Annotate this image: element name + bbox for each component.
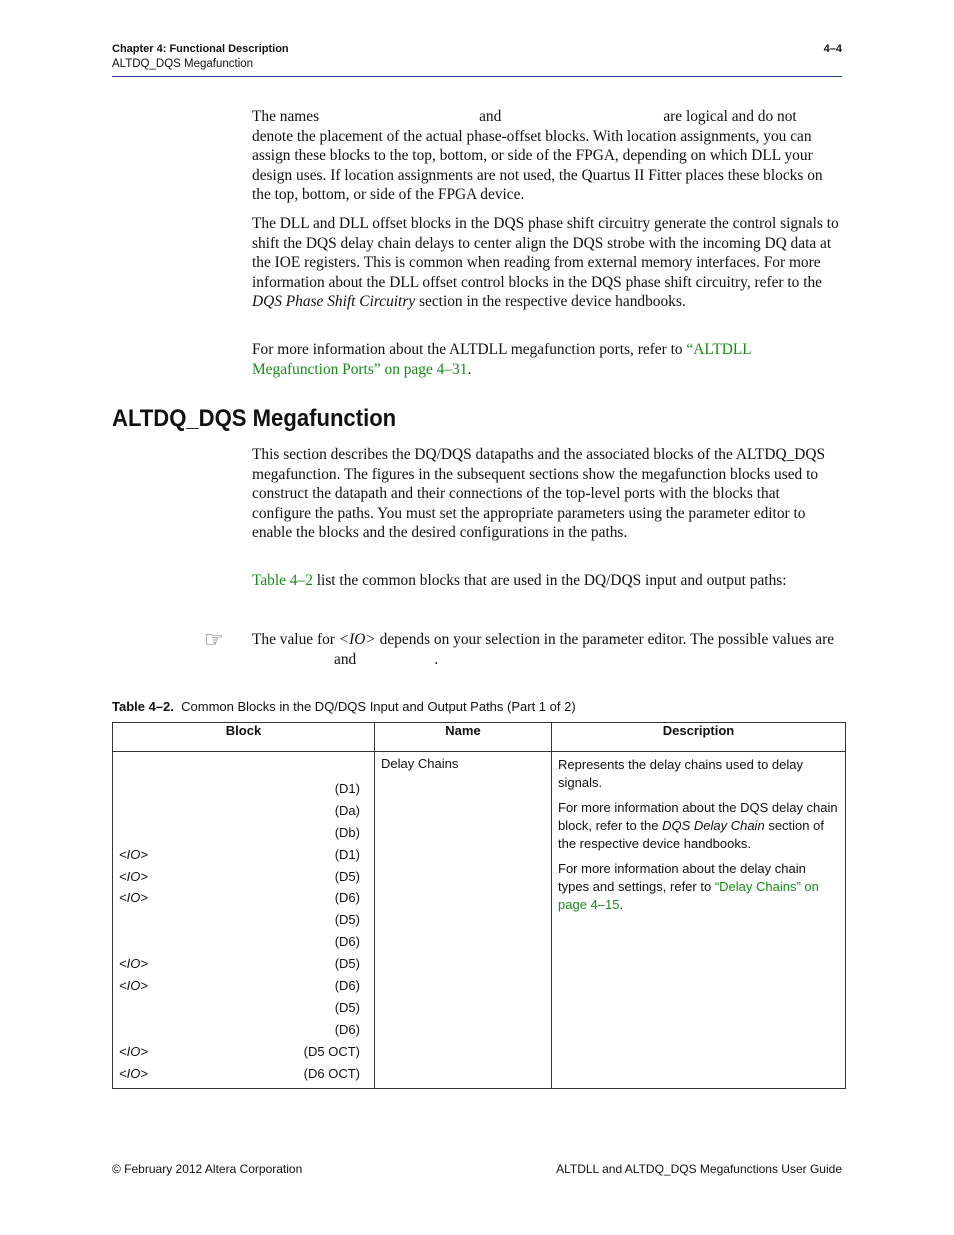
- intro-paragraph-3: [252, 340, 840, 379]
- block-list: [119, 778, 368, 1084]
- table-row: [113, 752, 846, 1089]
- note-middle: depends on your selection in the parameter editor. The possible values are: [379, 631, 835, 648]
- block-suffix: (D1): [334, 846, 360, 862]
- block-prefix: <IO>: [119, 978, 148, 994]
- block-suffix: (D5): [334, 868, 360, 884]
- desc-p3-start: For more information about the delay chain types and settings, refer to: [558, 861, 806, 894]
- block-suffix: (D6): [334, 1021, 360, 1037]
- section-title: ALTDQ_DQS Megafunction: [112, 405, 397, 432]
- block-row: [119, 953, 368, 975]
- block-line-empty: [119, 756, 368, 778]
- chapter-title: Chapter 4: Functional Description: [112, 43, 289, 55]
- table-4-2-link[interactable]: Table 4–2: [252, 572, 313, 589]
- block-prefix: <IO>: [119, 956, 148, 972]
- note-io: <IO>: [338, 631, 376, 648]
- block-prefix: <IO>: [119, 1043, 148, 1059]
- section-paragraph-1: This section describes the DQ/DQS datapaths and the associated blocks of the ALTDQ_DQS megafunction. The figures in the subsequent sections show the megafunction blocks used to construct the datapath and their connections of the top-level ports with the blocks that configure the paths. You must set the appropriate parameters using the parameter editor to enable the blocks and the desired configurations in the paths.: [252, 446, 826, 541]
- desc-p3-end: .: [619, 897, 624, 912]
- header-subsection: ALTDQ_DQS Megafunction: [112, 58, 254, 70]
- intro-p1-and: and: [479, 108, 502, 125]
- block-row: [119, 778, 368, 800]
- block-prefix: <IO>: [119, 868, 148, 884]
- block-suffix: (D6 OCT): [303, 1065, 360, 1081]
- table-header-row: [113, 723, 846, 752]
- block-row: [119, 975, 368, 997]
- block-suffix: (D5): [334, 999, 360, 1015]
- block-suffix: (D5): [334, 912, 360, 928]
- page-number: 4–4: [823, 43, 842, 55]
- block-row: [119, 1019, 368, 1041]
- note-paragraph: [252, 630, 840, 669]
- name-cell: Delay Chains: [375, 752, 552, 1089]
- intro-paragraph-1: [252, 107, 840, 205]
- note-and: and: [334, 650, 357, 668]
- intro-p3-end: .: [467, 360, 472, 378]
- table-caption-label: Table 4–2.: [112, 699, 174, 714]
- block-cell: [113, 752, 375, 1089]
- intro-paragraph-2: [252, 214, 840, 312]
- block-row: [119, 844, 368, 866]
- delay-chains-link[interactable]: “Delay Chains” on page 4–15: [558, 879, 819, 912]
- header-rule: [112, 76, 842, 77]
- section-p2-rest: list the common blocks that are used in the DQ/DQS input and output paths:: [316, 572, 787, 589]
- header-block: Block: [113, 723, 375, 752]
- desc-p2-start: For more information about the DQS delay chain block, refer to the: [558, 800, 838, 833]
- altdll-ports-link[interactable]: “ALTDLL Megafunction Ports” on page 4–31: [252, 341, 752, 378]
- page-footer: [112, 1162, 842, 1176]
- intro-p1-start: The names: [252, 108, 320, 125]
- desc-paragraph-3: [558, 860, 839, 914]
- desc-paragraph-1: Represents the delay chains used to delay signals.: [558, 757, 803, 790]
- note-end: .: [434, 650, 439, 668]
- block-row: [119, 822, 368, 844]
- intro-p1-rest: are logical and do not denote the placement of the actual phase-offset blocks. With location assignments, you can assign these blocks to the top, bottom, or side of the FPGA, depending on which DLL your design uses. If location assignments are not used, the Quartus II Fitter places these blocks on the top, bottom, or side of the FPGA device.: [252, 108, 823, 203]
- intro-p2-start: The DLL and DLL offset blocks in the DQS phase shift circuitry generate the control signals to shift the DQS delay chain delays to center align the DQS strobe with the incoming DQ data at the IOE registers. This is common when reading from external memory interfaces. For more information about the DLL offset control blocks in the DQS phase shift circuitry, refer to the: [252, 215, 839, 291]
- block-suffix: (D5): [334, 956, 360, 972]
- intro-p2-rest: section in the respective device handbooks.: [419, 293, 686, 310]
- block-row: [119, 997, 368, 1019]
- footer-copyright: © February 2012 Altera Corporation: [112, 1162, 303, 1176]
- table-caption: [112, 699, 576, 714]
- intro-p2-italic: DQS Phase Shift Circuitry: [252, 293, 416, 310]
- section-paragraph-2: [252, 571, 840, 591]
- header-name: Name: [375, 723, 552, 752]
- description-cell: [552, 752, 846, 1089]
- block-suffix: (Db): [334, 824, 360, 840]
- block-row: [119, 887, 368, 909]
- block-row: [119, 1063, 368, 1085]
- block-row: [119, 909, 368, 931]
- block-prefix: <IO>: [119, 1065, 148, 1081]
- block-prefix: <IO>: [119, 846, 148, 862]
- block-suffix: (D6): [334, 890, 360, 906]
- block-suffix: (D6): [334, 978, 360, 994]
- header-description: Description: [552, 723, 846, 752]
- block-suffix: (Da): [334, 802, 360, 818]
- block-prefix: <IO>: [119, 890, 148, 906]
- table-caption-text: Common Blocks in the DQ/DQS Input and Output Paths (Part 1 of 2): [181, 699, 576, 714]
- footer-guide-title: ALTDLL and ALTDQ_DQS Megafunctions User Guide: [556, 1162, 842, 1176]
- page-header: [112, 43, 842, 70]
- desc-p2-rest: section of the respective device handbooks.: [558, 818, 824, 851]
- block-suffix: (D1): [334, 781, 360, 796]
- block-row: [119, 931, 368, 953]
- desc-p2-italic: DQS Delay Chain: [662, 818, 765, 833]
- block-row: [119, 866, 368, 888]
- intro-p3-start: For more information about the ALTDLL megafunction ports, refer to: [252, 341, 683, 358]
- block-suffix: (D5 OCT): [303, 1043, 360, 1059]
- pointing-hand-icon: ☞: [204, 628, 224, 653]
- common-blocks-table: [112, 722, 846, 1089]
- block-row: [119, 1041, 368, 1063]
- block-suffix: (D6): [334, 934, 360, 950]
- desc-paragraph-2: [558, 799, 839, 853]
- block-row: [119, 800, 368, 822]
- note-start: The value for: [252, 631, 335, 648]
